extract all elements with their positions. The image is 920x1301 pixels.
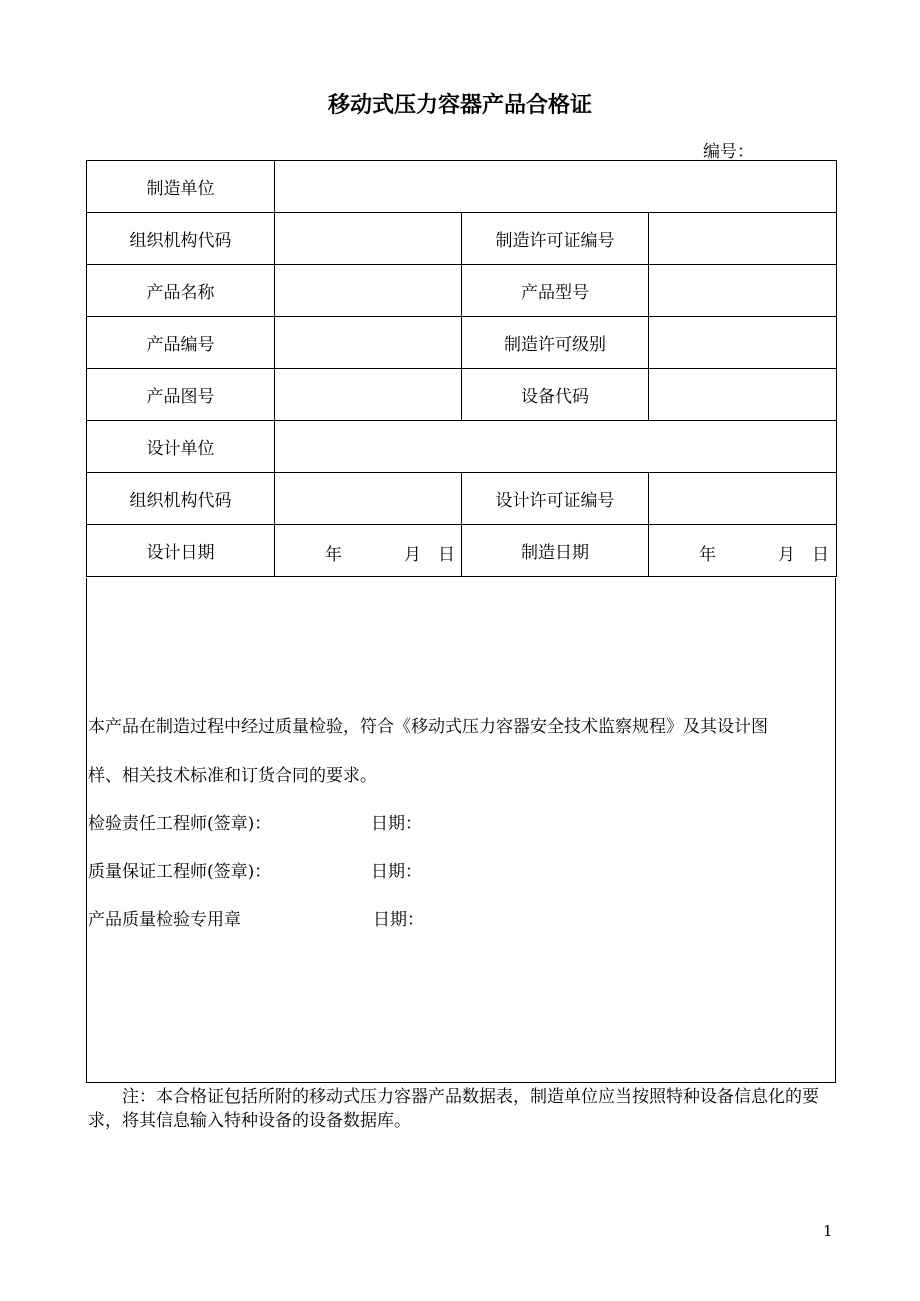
design-org-code-label: 组织机构代码	[87, 473, 275, 525]
org-code-field[interactable]	[275, 213, 462, 265]
inspector-date-label: 日期：	[371, 814, 422, 834]
qa-engineer-signature-label: 质量保证工程师(签章)：	[88, 862, 272, 882]
design-unit-field[interactable]	[275, 421, 837, 473]
design-date-field[interactable]	[275, 525, 462, 577]
equipment-code-label: 设备代码	[462, 369, 649, 421]
design-org-code-field[interactable]	[275, 473, 462, 525]
table-row	[87, 369, 837, 421]
design-date-label: 设计日期	[87, 525, 275, 577]
table-row	[87, 421, 837, 473]
product-number-label: 产品编号	[87, 317, 275, 369]
page-number: 1	[823, 1222, 833, 1240]
product-name-label: 产品名称	[87, 265, 275, 317]
year-unit: 年	[325, 545, 342, 565]
declaration-line-1: 本产品在制造过程中经过质量检验，符合《移动式压力容器安全技术监察规程》及其设计图	[88, 717, 768, 737]
day-unit: 日	[812, 545, 829, 565]
inspection-stamp-label: 产品质量检验专用章	[88, 910, 241, 930]
manufacture-date-label: 制造日期	[462, 525, 649, 577]
product-model-label: 产品型号	[462, 265, 649, 317]
table-row	[87, 473, 837, 525]
manufacture-level-field[interactable]	[649, 317, 837, 369]
table-row	[87, 317, 837, 369]
product-model-field[interactable]	[649, 265, 837, 317]
table-row	[87, 161, 837, 213]
table-row	[87, 265, 837, 317]
table-row	[87, 213, 837, 265]
drawing-number-label: 产品图号	[87, 369, 275, 421]
product-name-field[interactable]	[275, 265, 462, 317]
certificate-form-table	[86, 160, 837, 577]
day-unit: 日	[438, 545, 455, 565]
design-license-field[interactable]	[649, 473, 837, 525]
design-unit-label: 设计单位	[87, 421, 275, 473]
footnote: 注：本合格证包括所附的移动式压力容器产品数据表，制造单位应当按照特种设备信息化的要求，将其信息输入特种设备的设备数据库。	[88, 1087, 819, 1131]
org-code-label: 组织机构代码	[87, 213, 275, 265]
manufacture-level-label: 制造许可级别	[462, 317, 649, 369]
table-row	[87, 525, 837, 577]
year-unit: 年	[699, 545, 716, 565]
serial-number-label: 编号：	[703, 142, 754, 162]
equipment-code-field[interactable]	[649, 369, 837, 421]
manufacture-date-field[interactable]	[649, 525, 837, 577]
manufacture-license-label: 制造许可证编号	[462, 213, 649, 265]
stamp-date-label: 日期：	[373, 910, 424, 930]
declaration-line-2: 样、相关技术标准和订货合同的要求。	[88, 766, 377, 786]
manufacture-license-field[interactable]	[649, 213, 837, 265]
page-title: 移动式压力容器产品合格证	[327, 93, 592, 118]
drawing-number-field[interactable]	[275, 369, 462, 421]
manufacturer-unit-label: 制造单位	[87, 161, 275, 213]
month-unit: 月	[404, 545, 421, 565]
design-license-label: 设计许可证编号	[462, 473, 649, 525]
declaration-box	[86, 578, 836, 1083]
qa-engineer-date-label: 日期：	[371, 862, 422, 882]
product-number-field[interactable]	[275, 317, 462, 369]
manufacturer-unit-field[interactable]	[275, 161, 837, 213]
inspector-signature-label: 检验责任工程师(签章)：	[88, 814, 272, 834]
month-unit: 月	[778, 545, 795, 565]
